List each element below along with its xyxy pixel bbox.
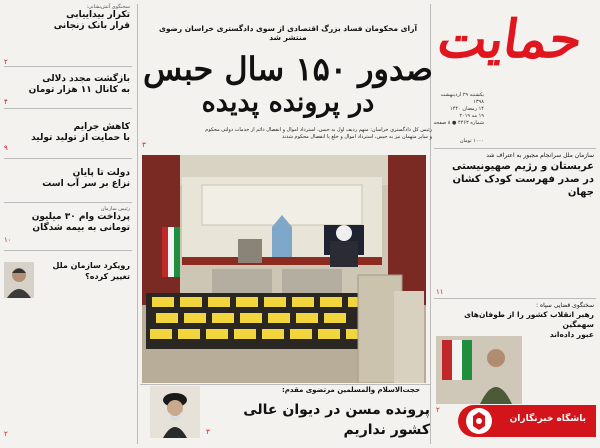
- right-story-2-page-ref: ۲: [436, 406, 440, 414]
- editorial-headline-line1: رویکرد سازمان ملل: [52, 261, 130, 270]
- main-subheadline-line1: رئیس کل دادگستری خراسان: متهم ردیف اول به حبس، استرداد اموال و انفصال دائم از خدمات دولتی محکوم: [205, 127, 432, 133]
- right-story-2-headline-line2: عبور داده‌اند: [549, 330, 594, 339]
- issue-info: [432, 92, 484, 127]
- bottom-divider: [140, 384, 430, 385]
- editorial-portrait: [4, 262, 34, 298]
- left-story-4: [2, 168, 130, 190]
- editorial-body-text: [4, 302, 132, 430]
- issue-date-lunar: ۱۴ رمضان ۱۴۴۰: [450, 106, 484, 112]
- left-divider-3: [4, 158, 132, 159]
- editorial-author-illustration: [4, 262, 34, 298]
- left-story-5-headline-line2: تومانی به بیمه شدگان: [32, 223, 130, 233]
- left-story-2-page-ref: ۴: [4, 98, 8, 106]
- right-story-1-headline-line1: عربستان و رژیم صهیونیستی: [452, 161, 594, 172]
- left-story-3: [2, 122, 130, 144]
- left-story-1-headline-line2: قرار بانک زنجانی: [53, 21, 130, 31]
- left-story-1: [2, 4, 130, 32]
- right-divider-2: [434, 298, 596, 299]
- cleric-portrait-illustration: [150, 386, 200, 438]
- left-story-1-page-ref: ۲: [4, 58, 8, 66]
- masthead-logo: حمایت: [433, 9, 587, 70]
- main-headline-line1: صدور ۱۵۰ سال حبس: [143, 50, 433, 88]
- bottom-supertitle: حجت‌الاسلام والمسلمین مرتضوی مقدم:: [281, 386, 420, 394]
- right-story-1-headline-line2: در صدر فهرست کودک کشان جهان: [452, 174, 594, 198]
- left-story-4-headline-line1: دولت تا پایان: [72, 168, 130, 178]
- left-divider-4: [4, 202, 132, 203]
- left-story-2: [2, 74, 130, 96]
- issue-price: ۱۰۰۰ تومان: [459, 138, 484, 144]
- military-spokesman-illustration: [436, 336, 522, 404]
- left-story-2-headline-line2: به کانال ۱۱ هزار تومان: [28, 85, 130, 95]
- issue-date-gregorian: ۱۹ مه ۲۰۱۹: [459, 113, 484, 119]
- left-divider-5: [4, 250, 132, 251]
- right-story-2-photo: [436, 336, 522, 404]
- editorial-title: [38, 260, 130, 282]
- right-divider-1: [434, 148, 596, 149]
- left-story-2-headline-line1: بازگشت مجدد دلالی: [42, 74, 130, 84]
- left-story-5-category: رئیس سازمان: [100, 206, 130, 212]
- left-story-3-page-ref: ۹: [4, 144, 8, 152]
- main-supertitle: آرای محکومان فساد بزرگ اقتصادی از سوی دادگستری خراسان رضوی منتشر شد: [158, 24, 418, 42]
- editorial-headline-line2: تغییر کرده؟: [85, 272, 130, 281]
- courtroom-photo: [142, 155, 426, 383]
- left-story-1-headline-line1: تکرار بیداییابی: [66, 10, 130, 20]
- left-divider-1: [4, 66, 132, 67]
- right-story-1-body: [434, 194, 594, 286]
- right-story-1-page-ref: ۱۱: [436, 288, 444, 296]
- badge-logo-icon: [466, 408, 492, 434]
- left-story-5: [2, 206, 130, 234]
- main-headline-line2: در پرونده پدیده: [201, 87, 375, 118]
- issue-date-solar: یکشنبه ۲۹ اردیبهشت ۱۳۹۸: [440, 92, 484, 105]
- right-story-2: [434, 302, 594, 340]
- right-story-1-kicker: سازمان ملل سرانجام مجبور به اعتراف شد: [486, 152, 594, 159]
- left-story-3-headline-line2: با حمایت از تولید تولید: [31, 133, 130, 143]
- left-story-5-headline-line1: پرداخت وام ۳۰ میلیون: [31, 212, 130, 222]
- right-story-2-headline-line1: رهبر انقلاب کشور را از طوفان‌های سهمگین: [464, 310, 594, 329]
- main-page-ref: ۳: [142, 141, 146, 149]
- left-story-4-headline-line2: نزاع بر سر آب است: [42, 179, 130, 189]
- bottom-story-portrait: [150, 386, 200, 438]
- right-story-2-kicker: سخنگوی قضایی سپاه :: [536, 302, 594, 309]
- bottom-page-ref: ۳: [206, 428, 210, 436]
- watermark-badge: [458, 405, 596, 437]
- left-story-5-page-ref: ۱۰: [4, 236, 12, 244]
- column-divider-left: [137, 4, 138, 444]
- main-subheadline-line2: و سایر متهمان نیز به حبس، استرداد اموال و خلع یا انفصال محکوم شدند: [282, 134, 432, 140]
- main-subheadline: [146, 127, 432, 141]
- right-story-2-body: [526, 336, 594, 404]
- courtroom-illustration: [142, 155, 426, 383]
- left-story-3-headline-line1: کاهش جرایم: [73, 122, 130, 132]
- badge-label: باشگاه خبرنگاران: [509, 414, 586, 424]
- bottom-headline: پرونده مسن در دیوان عالی کشور نداریم: [243, 402, 430, 438]
- left-divider-2: [4, 108, 132, 109]
- left-story-1-category: سخنگوی آتش‌نشانی:: [86, 4, 130, 10]
- right-story-1: [434, 152, 594, 199]
- editorial-page-ref: ۲: [4, 430, 8, 438]
- issue-number: شماره ۴۴۶۳ ● ۸ صفحه: [433, 120, 484, 126]
